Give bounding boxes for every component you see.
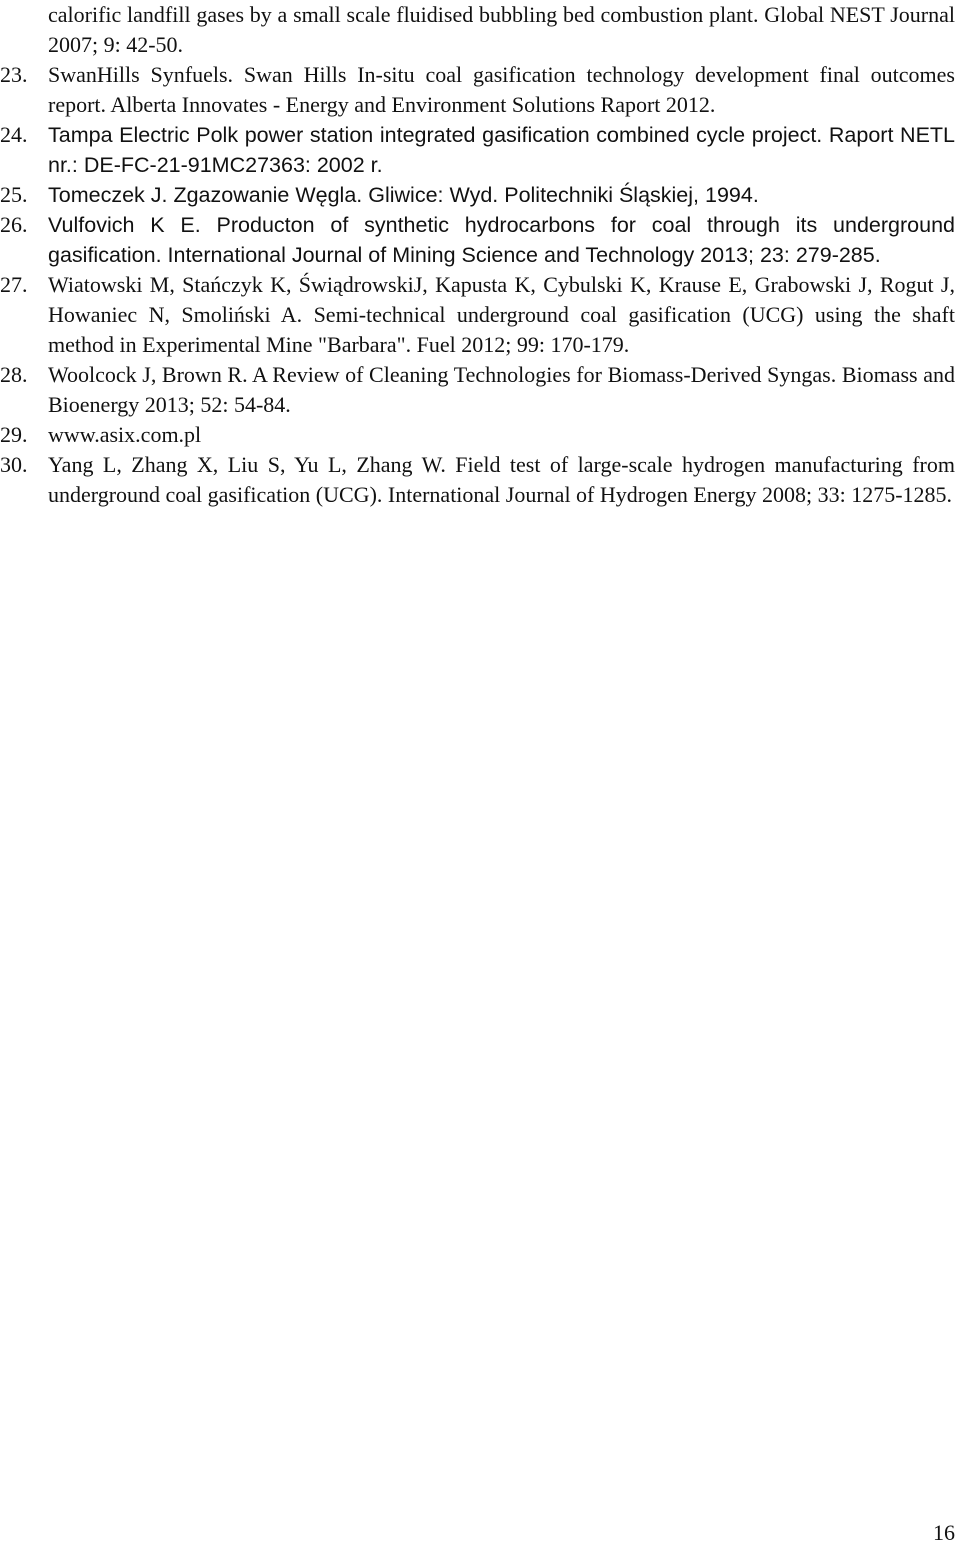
- reference-27: [0, 270, 955, 360]
- reference-number: 25.: [0, 182, 28, 207]
- reference-number: 29.: [0, 422, 28, 447]
- reference-text: Tomeczek J. Zgazowanie Węgla. Gliwice: Wyd. Politechniki Śląskiej, 1994.: [48, 183, 759, 207]
- reference-text: calorific landfill gases by a small scale fluidised bubbling bed combustion plant. Global NEST Journal 2007; 9: 42-50.: [48, 2, 955, 57]
- reference-26: [0, 210, 955, 270]
- reference-number: 23.: [0, 62, 28, 87]
- page-number: 16: [933, 1520, 955, 1545]
- reference-number: 24.: [0, 122, 28, 147]
- reference-text: SwanHills Synfuels. Swan Hills In-situ coal gasification technology development final outcomes report. Alberta Innovates - Energy and Environment Solutions Raport 2012.: [48, 62, 955, 117]
- reference-text: www.asix.com.pl: [48, 422, 202, 447]
- reference-text: Tampa Electric Polk power station integrated gasification combined cycle project. Raport NETL nr.: DE-FC-21-91MC27363: 2002 r.: [48, 123, 955, 177]
- reference-23: [0, 60, 955, 120]
- reference-number: 26.: [0, 212, 28, 237]
- reference-30: [0, 450, 955, 510]
- reference-text: Yang L, Zhang X, Liu S, Yu L, Zhang W. Field test of large-scale hydrogen manufacturing from underground coal gasification (UCG). International Journal of Hydrogen Energy 2008; 33: 1275-1285.: [48, 452, 955, 507]
- reference-number: 30.: [0, 452, 28, 477]
- reference-text: Woolcock J, Brown R. A Review of Cleaning Technologies for Biomass-Derived Syngas. Biomass and Bioenergy 2013; 52: 54-84.: [48, 362, 955, 417]
- reference-text: Vulfovich K E. Producton of synthetic hydrocarbons for coal through its underground gasification. International Journal of Mining Science and Technology 2013; 23: 279-285.: [48, 213, 955, 267]
- reference-25: [0, 180, 955, 210]
- reference-number: 27.: [0, 272, 28, 297]
- reference-24: [0, 120, 955, 180]
- reference-text: Wiatowski M, Stańczyk K, ŚwiądrowskiJ, Kapusta K, Cybulski K, Krause E, Grabowski J, Rogut J, Howaniec N, Smoliński A. Semi-technical underground coal gasification (UCG) using the shaft method in Experimental Mine "Barbara". Fuel 2012; 99: 170-179.: [48, 272, 955, 357]
- reference-number: 28.: [0, 362, 28, 387]
- reference-28: [0, 360, 955, 420]
- reference-list: [0, 0, 955, 510]
- reference-22-continuation: [0, 0, 955, 60]
- reference-29: [0, 420, 955, 450]
